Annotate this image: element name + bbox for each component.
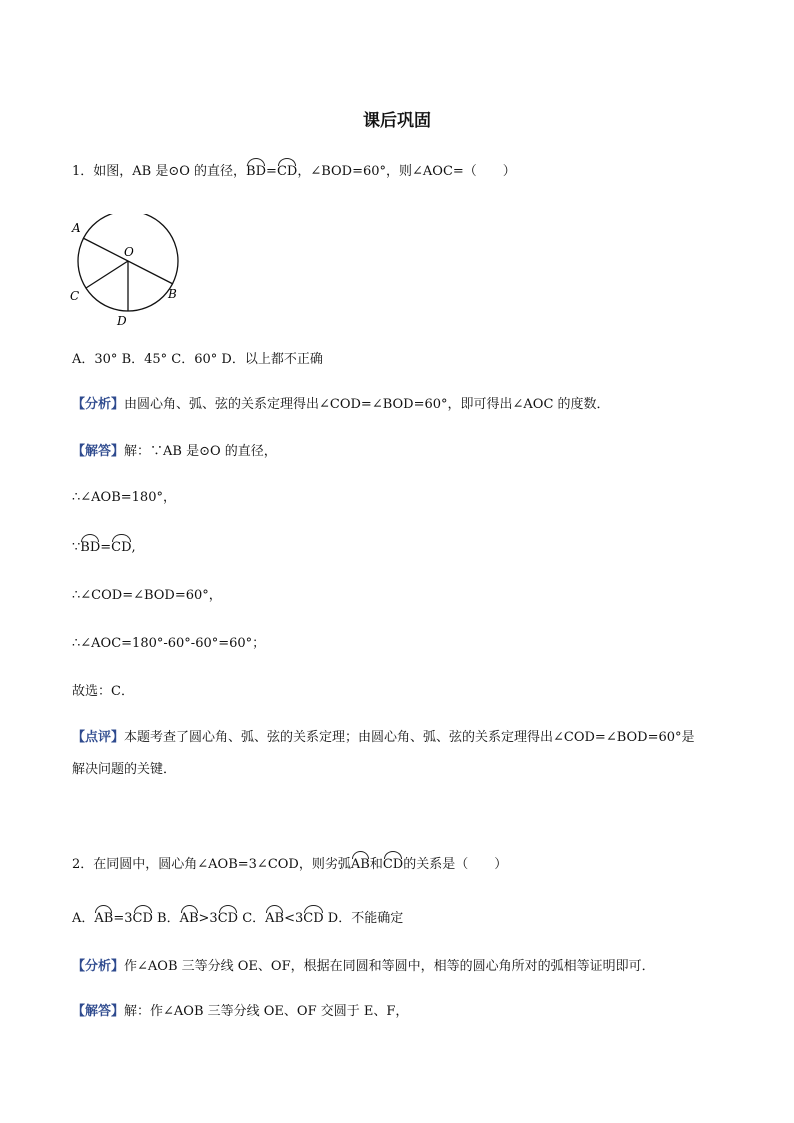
equals: = — [100, 540, 112, 555]
question-2-stem — [72, 855, 507, 875]
arc-cd: CD — [303, 909, 323, 929]
answer-line: 解：∵AB 是⊙O 的直径， — [124, 444, 277, 459]
question-1-analysis — [72, 395, 610, 415]
analysis-tag: 【分析】 — [72, 959, 125, 974]
arc-cd: CD — [218, 909, 238, 929]
label-a: A — [72, 221, 81, 235]
label-o: O — [124, 245, 134, 259]
answer-line — [72, 538, 136, 558]
stem-text: 如图，AB 是⊙O 的直径， — [93, 164, 247, 179]
equals: = — [266, 164, 277, 179]
option-a: A． — [72, 911, 95, 926]
question-2-options — [72, 909, 403, 929]
arc-cd: CD — [277, 162, 297, 182]
question-number: 2． — [72, 857, 94, 872]
answer-line: ∴∠COD=∠BOD=60°， — [72, 588, 222, 603]
because-symbol: ∵ — [72, 540, 81, 555]
analysis-text: 作∠AOB 三等分线 OE、OF，根据在同圆和等圆中，相等的圆心角所对的弧相等证明即可． — [124, 959, 655, 974]
question-2-answer — [72, 1002, 408, 1022]
stem-text: 在同圆中，圆心角∠AOB=3∠COD，则劣弧 — [93, 857, 351, 872]
answer-line: ∴∠AOB=180°， — [72, 490, 176, 505]
arc-bd: BD — [80, 538, 100, 558]
stem-text: 的关系是（ ） — [403, 857, 508, 872]
option-b: B． — [152, 911, 180, 926]
relation: =3 — [113, 911, 133, 926]
comment-tag: 【点评】 — [72, 730, 125, 745]
option-d: D．不能确定 — [323, 911, 404, 926]
page-title: 课后巩固 — [363, 111, 431, 131]
answer-line: 故选：C． — [72, 684, 134, 699]
analysis-tag: 【分析】 — [72, 397, 125, 412]
question-number: 1． — [72, 164, 94, 179]
question-2-analysis — [72, 957, 655, 977]
circle-figure — [66, 214, 196, 332]
stem-text: 和 — [369, 857, 383, 872]
question-1-comment — [72, 728, 695, 748]
label-b: B — [168, 287, 177, 301]
arc-ab: AB — [265, 909, 284, 929]
label-c: C — [70, 289, 80, 303]
answer-line: ∴∠AOC=180°-60°-60°=60°； — [72, 636, 266, 651]
arc-ab: AB — [94, 909, 113, 929]
arc-cd: CD — [111, 538, 131, 558]
analysis-text: 由圆心角、弧、弦的关系定理得出∠COD=∠BOD=60°，即可得出∠AOC 的度数． — [124, 397, 610, 412]
question-1-stem — [72, 162, 516, 182]
comment-text: 解决问题的关键． — [72, 762, 177, 777]
answer-line: 解：作∠AOB 三等分线 OE、OF 交圆于 E、F， — [124, 1004, 409, 1019]
answer-tag: 【解答】 — [72, 1004, 125, 1019]
punctuation: , — [131, 540, 136, 555]
arc-ab: AB — [351, 855, 370, 875]
comment-text: 本题考查了圆心角、弧、弦的关系定理；由圆心角、弧、弦的关系定理得出∠COD=∠BOD=60°是 — [124, 730, 695, 745]
stem-text: ，∠BOD=60°，则∠AOC=（ ） — [297, 164, 516, 179]
option-c: C． — [238, 911, 266, 926]
arc-cd: CD — [133, 909, 153, 929]
question-1-answer — [72, 442, 277, 462]
arc-bd: BD — [246, 162, 266, 182]
radius-oc — [86, 261, 128, 288]
question-1-options: A．30° B．45° C．60° D．以上都不正确 — [72, 352, 323, 367]
relation: >3 — [198, 911, 218, 926]
answer-tag: 【解答】 — [72, 444, 125, 459]
arc-cd: CD — [383, 855, 403, 875]
relation: <3 — [284, 911, 304, 926]
arc-ab: AB — [180, 909, 199, 929]
label-d: D — [117, 314, 127, 328]
